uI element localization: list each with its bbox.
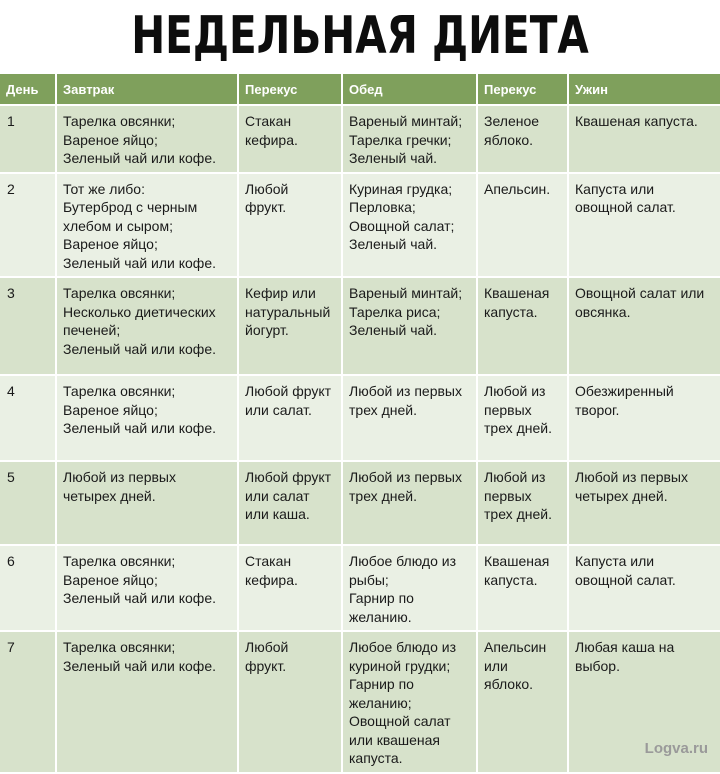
cell-day: 4 (0, 375, 56, 461)
cell-snack-2: Любой из первых трех дней. (477, 461, 568, 545)
cell-dinner: Любой из первых четырех дней. (568, 461, 720, 545)
cell-snack-1: Любой фрукт. (238, 631, 342, 773)
cell-lunch: Любое блюдо из рыбы; Гарнир по желанию. (342, 545, 477, 631)
header-dinner: Ужин (568, 74, 720, 105)
cell-breakfast: Тарелка овсянки; Вареное яйцо; Зеленый чай или кофе. (56, 105, 238, 173)
cell-day: 7 (0, 631, 56, 773)
cell-snack-1: Любой фрукт или салат. (238, 375, 342, 461)
page-title: НЕДЕЛЬНАЯ ДИЕТА (131, 6, 589, 66)
table-header-row (0, 74, 720, 105)
cell-lunch: Вареный минтай; Тарелка риса; Зеленый чай. (342, 277, 477, 375)
cell-breakfast: Тот же либо: Бутерброд с черным хлебом и сыром; Вареное яйцо; Зеленый чай или кофе. (56, 173, 238, 278)
cell-snack-2: Зеленое яблоко. (477, 105, 568, 173)
cell-dinner: Любая каша на выбор. (568, 631, 720, 773)
cell-dinner: Капуста или овощной салат. (568, 173, 720, 278)
cell-snack-1: Любой фрукт или салат или каша. (238, 461, 342, 545)
header-snack-1: Перекус (238, 74, 342, 105)
cell-day: 1 (0, 105, 56, 173)
cell-day: 3 (0, 277, 56, 375)
table-row (0, 173, 720, 278)
cell-lunch: Вареный минтай; Тарелка гречки; Зеленый чай. (342, 105, 477, 173)
diet-table (0, 74, 720, 774)
cell-breakfast: Любой из первых четырех дней. (56, 461, 238, 545)
cell-snack-2: Апельсин. (477, 173, 568, 278)
header-lunch: Обед (342, 74, 477, 105)
header-day: День (0, 74, 56, 105)
cell-day: 2 (0, 173, 56, 278)
cell-snack-1: Любой фрукт. (238, 173, 342, 278)
cell-lunch: Любой из первых трех дней. (342, 375, 477, 461)
table-row (0, 277, 720, 375)
cell-snack-1: Кефир или натуральный йогурт. (238, 277, 342, 375)
cell-snack-2: Любой из первых трех дней. (477, 375, 568, 461)
cell-breakfast: Тарелка овсянки; Несколько диетических печеней; Зеленый чай или кофе. (56, 277, 238, 375)
cell-snack-1: Стакан кефира. (238, 105, 342, 173)
cell-snack-2: Квашеная капуста. (477, 545, 568, 631)
cell-snack-1: Стакан кефира. (238, 545, 342, 631)
cell-day: 5 (0, 461, 56, 545)
cell-snack-2: Апельсин или яблоко. (477, 631, 568, 773)
cell-dinner: Обезжиренный творог. (568, 375, 720, 461)
header-breakfast: Завтрак (56, 74, 238, 105)
cell-snack-2: Квашеная капуста. (477, 277, 568, 375)
cell-dinner: Квашеная капуста. (568, 105, 720, 173)
cell-dinner: Капуста или овощной салат. (568, 545, 720, 631)
cell-breakfast: Тарелка овсянки; Зеленый чай или кофе. (56, 631, 238, 773)
cell-day: 6 (0, 545, 56, 631)
table-row (0, 105, 720, 173)
site-watermark: Logva.ru (644, 740, 708, 757)
cell-dinner: Овощной салат или овсянка. (568, 277, 720, 375)
table-row (0, 375, 720, 461)
cell-lunch: Любое блюдо из куриной грудки; Гарнир по желанию; Овощной салат или квашеная капуста. (342, 631, 477, 773)
header-snack-2: Перекус (477, 74, 568, 105)
table-row (0, 631, 720, 773)
cell-lunch: Любой из первых трех дней. (342, 461, 477, 545)
cell-breakfast: Тарелка овсянки; Вареное яйцо; Зеленый чай или кофе. (56, 375, 238, 461)
cell-breakfast: Тарелка овсянки; Вареное яйцо; Зеленый чай или кофе. (56, 545, 238, 631)
table-row (0, 461, 720, 545)
cell-lunch: Куриная грудка; Перловка; Овощной салат; Зеленый чай. (342, 173, 477, 278)
table-row (0, 545, 720, 631)
